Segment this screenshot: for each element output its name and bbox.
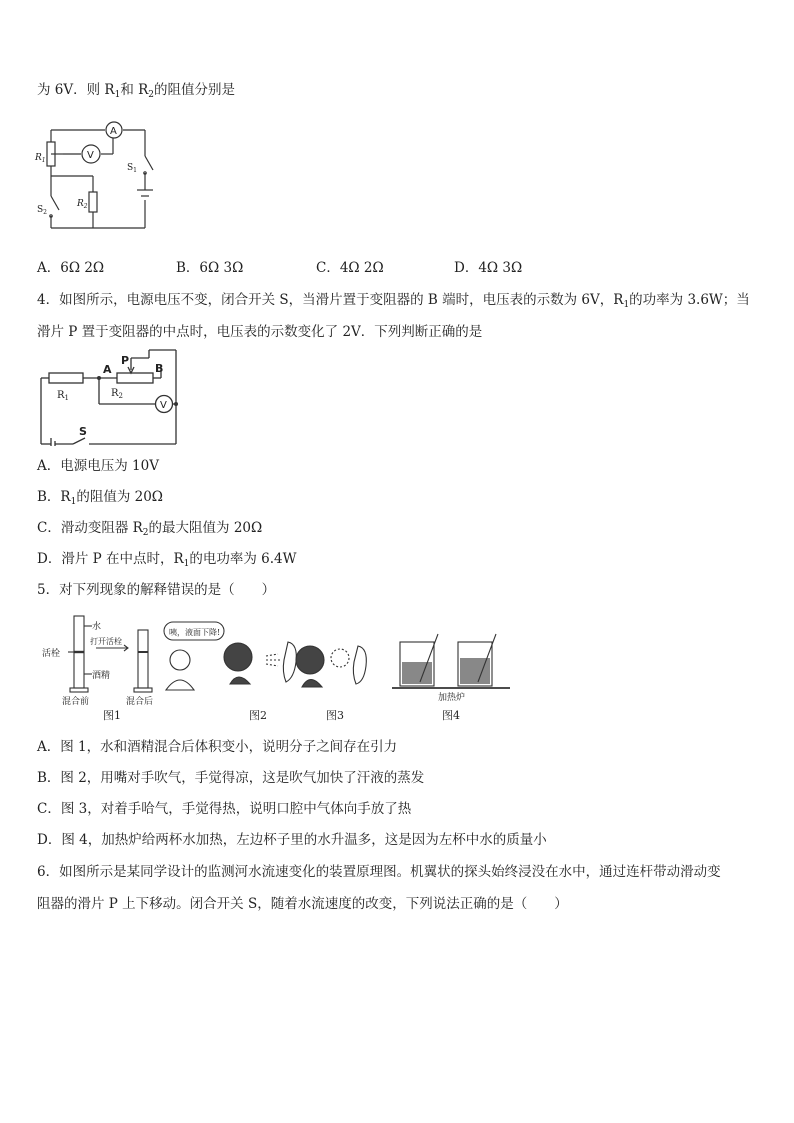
q5-caption-fig2: 图2 <box>249 709 267 722</box>
q5-figures <box>40 612 515 712</box>
ammeter-label: A <box>110 126 117 137</box>
q4-circuit-diagram <box>35 346 185 446</box>
q6-stem-line1: 6．如图所示是某同学设计的监测河水流速变化的装置原理图。机翼状的探头始终浸没在水中，通过连杆带动滑动变 <box>37 864 721 880</box>
voltmeter-label: V <box>87 150 94 161</box>
before-label: 混合前 <box>62 697 90 707</box>
q5-stem: 5．对下列现象的解释错误的是（ ） <box>37 582 276 598</box>
r2-label: $R_2$ <box>111 388 123 400</box>
q5-caption-fig1: 图1 <box>103 709 121 722</box>
q4-option-a: A．电源电压为 10V <box>37 458 159 474</box>
heater-label: 加热炉 <box>438 693 466 703</box>
r1-label: $R_1$ <box>57 390 69 402</box>
s1-label: $S_1$ <box>127 163 137 174</box>
s2-label: $S_2$ <box>37 205 47 216</box>
q5-caption-fig3: 图3 <box>326 709 344 722</box>
q4-option-c: C．滑动变阻器 $R_2$的最大阻值为 20Ω <box>37 520 263 538</box>
switch-s-label: S <box>79 425 87 438</box>
q3-circuit-diagram <box>33 118 163 238</box>
slider-p-label: P <box>121 354 130 367</box>
q4-option-b: B．$R_1$的阻值为 20Ω <box>37 489 163 507</box>
q3-option-c: C．4Ω 2Ω <box>316 260 384 276</box>
open-valve-label: 打开活栓 <box>90 637 122 646</box>
q4-option-d: D．滑片 P 在中点时，$R_1$的电功率为 6.4W <box>37 551 297 569</box>
q5-caption-fig4: 图4 <box>442 709 460 722</box>
r1-label: $R_1$ <box>35 153 46 164</box>
q3-option-b: B．6Ω 3Ω <box>176 260 244 276</box>
after-label: 混合后 <box>126 697 154 707</box>
q5-option-b: B．图 2，用嘴对手吹气，手觉得凉，这是吹气加快了汗液的蒸发 <box>37 770 425 786</box>
end-b-label: B <box>155 362 164 375</box>
r2-label: $R_2$ <box>77 199 88 210</box>
voltmeter-label: V <box>160 400 167 411</box>
q3-option-a: A．6Ω 2Ω <box>37 260 105 276</box>
q4-stem-line1: 4．如图所示，电源电压不变，闭合开关 S，当滑片置于变阻器的 B 端时，电压表的示数为 6V，$R_1$的功率为 3.6W；当 <box>37 292 750 310</box>
speech-bubble-text: 咦，液面下降! <box>169 628 221 637</box>
valve-label: 活栓 <box>42 649 61 659</box>
q3-option-d: D．4Ω 3Ω <box>454 260 523 276</box>
q4-stem-line2: 滑片 P 置于变阻器的中点时，电压表的示数变化了 2V．下列判断正确的是 <box>37 324 483 340</box>
q5-option-c: C．图 3，对着手哈气，手觉得热，说明口腔中气体向手放了热 <box>37 801 412 817</box>
q6-stem-line2: 阻器的滑片 P 上下移动。闭合开关 S，随着水流速度的改变，下列说法正确的是（ ） <box>37 896 568 912</box>
q3-stem: 为 6V．则 $R_1$和 $R_2$的阻值分别是 <box>37 82 236 100</box>
water-label: 水 <box>92 622 102 632</box>
alcohol-label: 酒精 <box>92 671 111 681</box>
q5-option-a: A．图 1，水和酒精混合后体积变小，说明分子之间存在引力 <box>37 739 398 755</box>
q5-option-d: D．图 4，加热炉给两杯水加热，左边杯子里的水升温多，这是因为左杯中水的质量小 <box>37 832 547 848</box>
node-a-label: A <box>103 363 112 376</box>
